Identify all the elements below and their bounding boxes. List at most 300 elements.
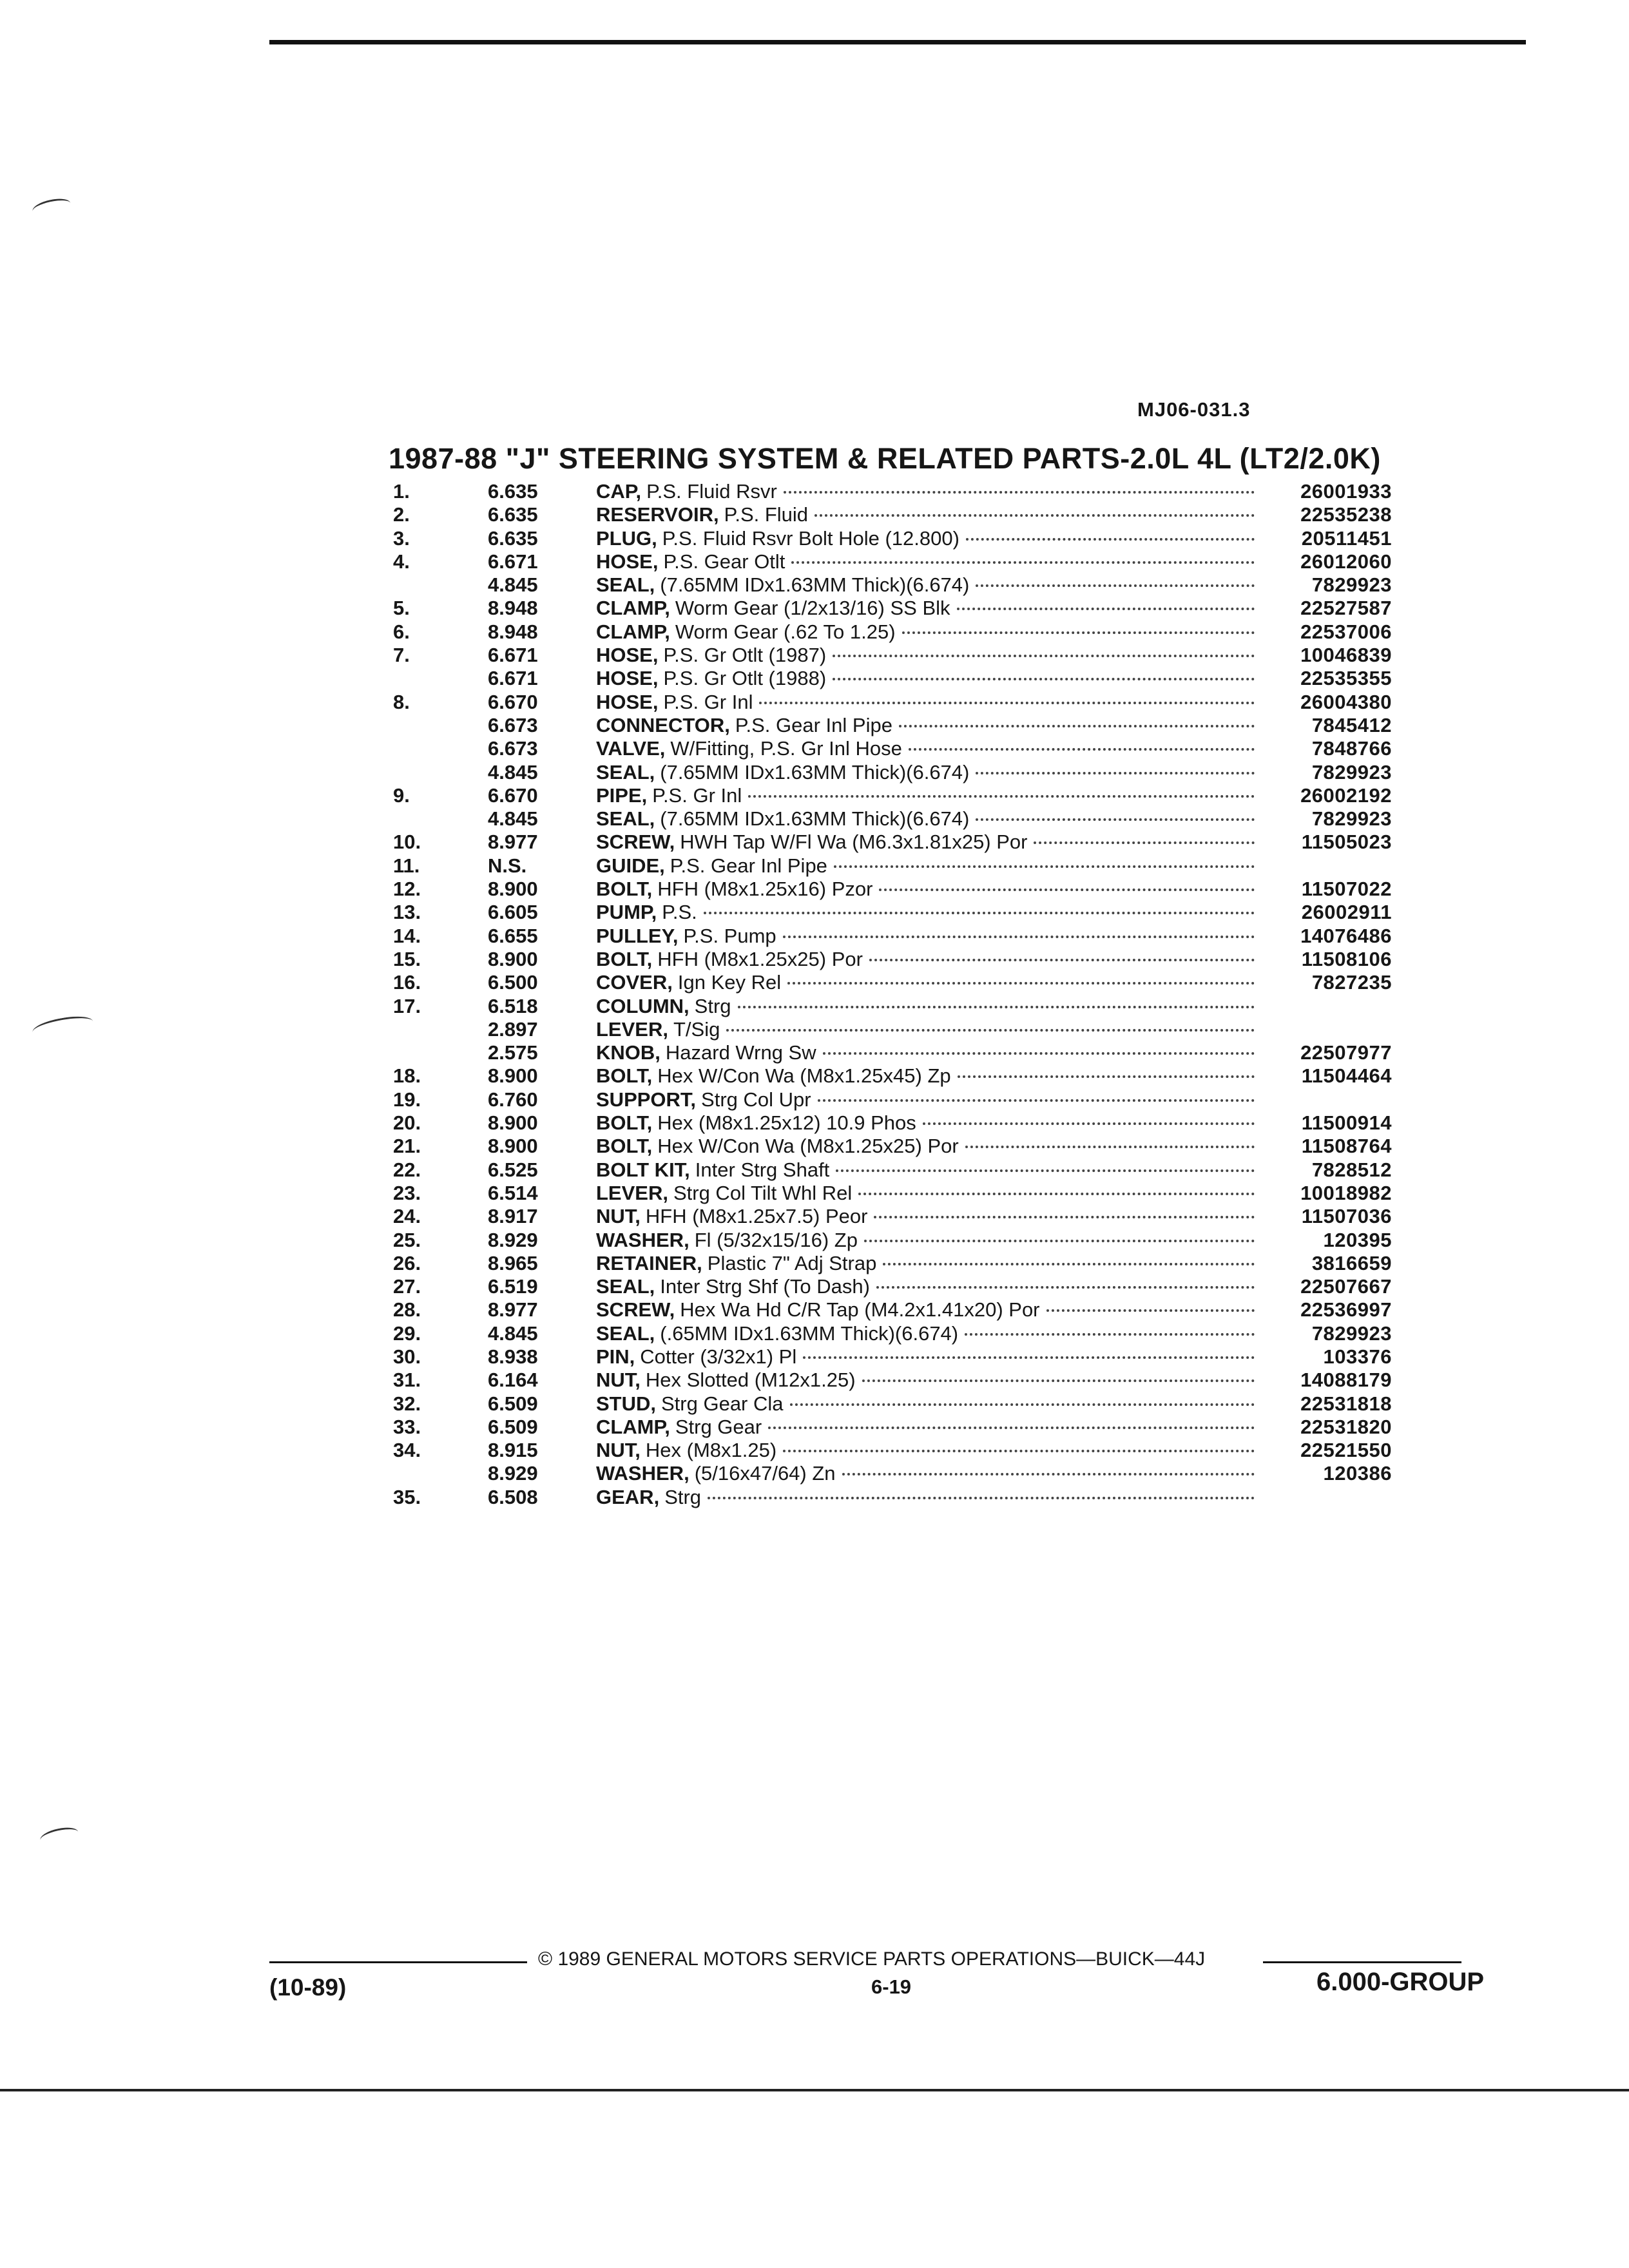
part-number: 22531820	[1300, 1415, 1392, 1438]
group-number: 8.929	[488, 1462, 538, 1485]
item-number: 27.	[393, 1275, 421, 1298]
group-number: 6.509	[488, 1392, 538, 1415]
item-number: 15.	[393, 947, 421, 970]
leader-dots	[1046, 1309, 1255, 1312]
part-description	[596, 1041, 1255, 1064]
part-detail: P.S. Fluid Rsvr	[646, 480, 777, 503]
group-number: 4.845	[488, 573, 538, 597]
part-description	[596, 691, 1255, 714]
leader-dots	[876, 1286, 1255, 1289]
item-number: 2.	[393, 503, 410, 526]
part-number: 14076486	[1300, 924, 1392, 947]
part-description	[596, 1018, 1255, 1041]
part-detail: Plastic 7" Adj Strap	[707, 1251, 877, 1274]
item-number: 13.	[393, 901, 421, 924]
part-name: BOLT,	[596, 1064, 653, 1088]
leader-dots	[1034, 841, 1255, 844]
scan-mark	[31, 1013, 94, 1041]
part-number: 11505023	[1301, 831, 1392, 854]
page-number: 6-19	[871, 1975, 912, 1998]
group-number: 8.900	[488, 1135, 538, 1158]
part-description	[596, 573, 1255, 597]
part-row	[387, 1182, 1392, 1205]
part-detail: P.S. Gr Inl	[652, 783, 742, 807]
part-row	[387, 925, 1392, 948]
group-number: 6.635	[488, 503, 538, 526]
part-description	[596, 620, 1255, 644]
part-row	[387, 1486, 1392, 1509]
part-number: 120395	[1323, 1228, 1392, 1251]
part-description	[596, 1345, 1255, 1369]
part-number: 22531818	[1300, 1392, 1392, 1415]
part-row	[387, 1041, 1392, 1064]
part-name: VALVE,	[596, 737, 666, 760]
part-number: 20511451	[1301, 526, 1392, 550]
part-description	[596, 831, 1255, 854]
part-number: 26002911	[1301, 901, 1392, 924]
leader-dots	[833, 655, 1255, 657]
group-number: 8.938	[488, 1345, 538, 1368]
part-description	[596, 995, 1255, 1018]
part-detail: Hex Slotted (M12x1.25)	[645, 1369, 856, 1392]
part-description	[596, 1088, 1255, 1111]
part-number: 22527587	[1300, 597, 1392, 620]
group-number: 6.635	[488, 480, 538, 503]
group-number: 8.948	[488, 597, 538, 620]
part-name: SEAL,	[596, 1321, 655, 1345]
part-description	[596, 597, 1255, 620]
leader-dots	[874, 1216, 1255, 1218]
part-description	[596, 1275, 1255, 1298]
item-number: 26.	[393, 1251, 421, 1274]
part-description	[596, 1322, 1255, 1345]
part-row	[387, 1369, 1392, 1392]
part-number: 22507977	[1300, 1041, 1392, 1064]
group-number: 6.509	[488, 1415, 538, 1438]
part-description	[596, 714, 1255, 737]
item-number: 32.	[393, 1392, 421, 1415]
part-number: 11504464	[1301, 1064, 1392, 1088]
group-number: 8.948	[488, 620, 538, 643]
item-number: 18.	[393, 1064, 421, 1088]
part-row	[387, 948, 1392, 971]
part-row	[387, 901, 1392, 924]
part-number: 26001933	[1300, 480, 1392, 503]
bottom-rule	[0, 2089, 1629, 2091]
group-number: 6.518	[488, 994, 538, 1017]
part-row	[387, 714, 1392, 737]
group-number: 6.670	[488, 690, 538, 713]
part-name: KNOB,	[596, 1041, 660, 1064]
part-detail: P.S. Gear Inl Pipe	[735, 713, 892, 736]
part-detail: P.S. Fluid	[724, 503, 809, 526]
item-number: 7.	[393, 644, 410, 667]
part-description	[596, 1229, 1255, 1252]
item-number: 16.	[393, 971, 421, 994]
part-detail: Strg Col Tilt Whl Rel	[673, 1181, 853, 1204]
part-row	[387, 1252, 1392, 1275]
part-name: HOSE,	[596, 644, 659, 667]
part-name: GEAR,	[596, 1485, 660, 1508]
item-number: 28.	[393, 1298, 421, 1321]
part-row	[387, 784, 1392, 807]
group-number: 8.900	[488, 1111, 538, 1135]
part-number: 103376	[1323, 1345, 1392, 1368]
part-row	[387, 1205, 1392, 1228]
part-row	[387, 878, 1392, 901]
leader-dots	[842, 1473, 1255, 1475]
item-number: 21.	[393, 1135, 421, 1158]
item-number: 34.	[393, 1439, 421, 1462]
group-number: 2.575	[488, 1041, 538, 1064]
part-name: WASHER,	[596, 1228, 689, 1251]
group-number: 8.917	[488, 1205, 538, 1228]
part-name: GUIDE,	[596, 854, 665, 877]
part-detail: Strg	[694, 994, 731, 1017]
part-row	[387, 854, 1392, 878]
part-detail: Strg	[664, 1485, 702, 1508]
item-number: 5.	[393, 597, 410, 620]
part-detail: P.S. Gr Otlt (1987)	[663, 644, 827, 667]
part-description	[596, 807, 1255, 831]
part-row	[387, 1135, 1392, 1158]
part-detail: T/Sig	[673, 1017, 720, 1041]
part-description	[596, 1182, 1255, 1205]
part-name: CLAMP,	[596, 1415, 670, 1438]
part-number: 7829923	[1311, 573, 1392, 597]
group-number: 8.977	[488, 831, 538, 854]
leader-dots	[869, 959, 1255, 961]
part-detail: Inter Strg Shf (To Dash)	[660, 1275, 870, 1298]
part-row	[387, 503, 1392, 526]
part-name: SEAL,	[596, 807, 655, 831]
leader-dots	[864, 1240, 1255, 1242]
part-row	[387, 1018, 1392, 1041]
part-number: 22535355	[1300, 667, 1392, 690]
part-name: BOLT,	[596, 947, 653, 970]
group-number: 6.671	[488, 667, 538, 690]
part-row	[387, 480, 1392, 503]
part-number: 7829923	[1311, 760, 1392, 783]
group-number: 8.900	[488, 947, 538, 970]
part-detail: (7.65MM IDx1.63MM Thick)(6.674)	[660, 807, 970, 831]
part-name: NUT,	[596, 1369, 641, 1392]
part-row	[387, 1111, 1392, 1135]
group-number: 6.671	[488, 644, 538, 667]
part-description	[596, 761, 1255, 784]
part-row	[387, 831, 1392, 854]
part-detail: Strg Gear Cla	[661, 1392, 784, 1415]
part-number: 11507022	[1301, 878, 1392, 901]
part-number: 22507667	[1300, 1275, 1392, 1298]
part-name: CONNECTOR,	[596, 713, 730, 736]
part-name: BOLT,	[596, 878, 653, 901]
part-row	[387, 1088, 1392, 1111]
part-name: SCREW,	[596, 831, 675, 854]
part-number: 11508764	[1301, 1135, 1392, 1158]
part-description	[596, 1252, 1255, 1275]
leader-dots	[803, 1356, 1255, 1359]
leader-dots	[958, 1075, 1255, 1078]
leader-dots	[738, 1006, 1255, 1008]
part-number: 26002192	[1300, 783, 1392, 807]
item-number: 20.	[393, 1111, 421, 1135]
part-description	[596, 1462, 1255, 1485]
part-detail: Hex Wa Hd C/R Tap (M4.2x1.41x20) Por	[680, 1298, 1040, 1321]
part-description	[596, 854, 1255, 878]
item-number: 9.	[393, 783, 410, 807]
part-description	[596, 480, 1255, 503]
group-number: 8.900	[488, 1064, 538, 1088]
leader-dots	[768, 1427, 1255, 1429]
leader-dots	[726, 1029, 1255, 1032]
item-number: 11.	[393, 854, 420, 877]
part-detail: Worm Gear (.62 To 1.25)	[675, 620, 896, 643]
group-number: 6.670	[488, 783, 538, 807]
part-description	[596, 901, 1255, 924]
part-number: 22535238	[1300, 503, 1392, 526]
part-number: 26012060	[1300, 550, 1392, 573]
group-number: 6.760	[488, 1088, 538, 1111]
leader-dots	[823, 1052, 1255, 1055]
part-row	[387, 1416, 1392, 1439]
part-description	[596, 1369, 1255, 1392]
part-detail: Hex (M8x1.25x12) 10.9 Phos	[657, 1111, 916, 1135]
part-detail: Fl (5/32x15/16) Zp	[694, 1228, 858, 1251]
part-description	[596, 784, 1255, 807]
part-name: PIN,	[596, 1345, 635, 1368]
part-description	[596, 948, 1255, 971]
leader-dots	[858, 1193, 1255, 1195]
part-row	[387, 527, 1392, 550]
leader-dots	[784, 491, 1255, 494]
part-row	[387, 1275, 1392, 1298]
footer-rule-left	[269, 1961, 527, 1963]
group-number: 6.164	[488, 1369, 538, 1392]
item-number: 23.	[393, 1181, 421, 1204]
part-name: PIPE,	[596, 783, 648, 807]
parts-list	[387, 480, 1392, 1509]
item-number: 33.	[393, 1415, 421, 1438]
item-number: 3.	[393, 526, 410, 550]
item-number: 35.	[393, 1485, 421, 1508]
leader-dots	[790, 1403, 1255, 1406]
group-number: 8.977	[488, 1298, 538, 1321]
leader-dots	[965, 1146, 1255, 1148]
group-number: 6.500	[488, 971, 538, 994]
part-detail: Hex W/Con Wa (M8x1.25x25) Por	[657, 1135, 959, 1158]
part-name: RESERVOIR,	[596, 503, 719, 526]
group-number: 4.845	[488, 760, 538, 783]
item-number: 4.	[393, 550, 410, 573]
part-detail: (7.65MM IDx1.63MM Thick)(6.674)	[660, 760, 970, 783]
group-number: 8.929	[488, 1228, 538, 1251]
part-number: 10046839	[1300, 644, 1392, 667]
part-name: BOLT,	[596, 1111, 653, 1135]
part-detail: Hex W/Con Wa (M8x1.25x45) Zp	[657, 1064, 951, 1088]
item-number: 17.	[393, 994, 421, 1017]
group-number: 6.635	[488, 526, 538, 550]
part-number: 3816659	[1311, 1251, 1392, 1274]
item-number: 1.	[393, 480, 410, 503]
part-description	[596, 503, 1255, 526]
part-description	[596, 644, 1255, 667]
part-number: 22536997	[1300, 1298, 1392, 1321]
item-number: 31.	[393, 1369, 421, 1392]
part-row	[387, 1439, 1392, 1462]
footer-rule-right	[1263, 1961, 1461, 1963]
leader-dots	[791, 561, 1255, 564]
part-name: COVER,	[596, 971, 673, 994]
group-number: 8.915	[488, 1439, 538, 1462]
part-description	[596, 1392, 1255, 1416]
leader-dots	[759, 702, 1255, 704]
part-name: HOSE,	[596, 690, 659, 713]
leader-dots	[748, 795, 1255, 798]
scan-mark	[31, 196, 72, 218]
part-row	[387, 644, 1392, 667]
part-number: 7827235	[1311, 971, 1392, 994]
group-number: 4.845	[488, 1321, 538, 1345]
leader-dots	[818, 1099, 1255, 1102]
part-detail: P.S. Pump	[683, 924, 776, 947]
part-detail: HFH (M8x1.25x7.5) Peor	[645, 1205, 868, 1228]
part-row	[387, 1064, 1392, 1088]
part-description	[596, 1135, 1255, 1158]
part-row	[387, 667, 1392, 690]
copyright-line: © 1989 GENERAL MOTORS SERVICE PARTS OPERATIONS—BUICK—44J	[538, 1948, 1206, 1970]
part-detail: Worm Gear (1/2x13/16) SS Blk	[675, 597, 950, 620]
part-number: 22521550	[1300, 1439, 1392, 1462]
part-name: SEAL,	[596, 760, 655, 783]
item-number: 12.	[393, 878, 421, 901]
leader-dots	[883, 1263, 1255, 1265]
part-name: NUT,	[596, 1439, 641, 1462]
part-detail: Strg Col Upr	[701, 1088, 811, 1111]
part-description	[596, 1158, 1255, 1182]
group-number: 8.965	[488, 1251, 538, 1274]
part-name: PUMP,	[596, 901, 657, 924]
part-number: 7845412	[1311, 713, 1392, 736]
part-row	[387, 1392, 1392, 1416]
part-row	[387, 620, 1392, 644]
group-number: 6.525	[488, 1158, 538, 1181]
leader-dots	[966, 538, 1255, 541]
part-row	[387, 573, 1392, 597]
part-name: SUPPORT,	[596, 1088, 697, 1111]
part-number: 11507036	[1301, 1205, 1392, 1228]
part-number: 7848766	[1311, 737, 1392, 760]
part-description	[596, 550, 1255, 573]
part-row	[387, 995, 1392, 1018]
part-description	[596, 667, 1255, 690]
part-row	[387, 807, 1392, 831]
part-name: COLUMN,	[596, 994, 689, 1017]
leader-dots	[957, 608, 1255, 610]
part-row	[387, 550, 1392, 573]
leader-dots	[976, 584, 1255, 587]
leader-dots	[862, 1379, 1255, 1382]
part-detail: P.S. Gr Inl	[663, 690, 753, 713]
part-description	[596, 527, 1255, 550]
part-description	[596, 971, 1255, 994]
part-row	[387, 1298, 1392, 1321]
group-number: N.S.	[488, 854, 527, 877]
leader-dots	[783, 936, 1255, 938]
part-detail: P.S.	[662, 901, 697, 924]
leader-dots	[708, 1497, 1255, 1499]
part-description	[596, 1439, 1255, 1462]
group-number: 6.673	[488, 737, 538, 760]
part-description	[596, 1298, 1255, 1321]
part-description	[596, 1416, 1255, 1439]
part-number: 22537006	[1300, 620, 1392, 643]
page-title: 1987-88 "J" STEERING SYSTEM & RELATED PARTS-2.0L 4L (LT2/2.0K)	[389, 442, 1381, 475]
part-name: HOSE,	[596, 667, 659, 690]
part-name: SCREW,	[596, 1298, 675, 1321]
part-number: 14088179	[1300, 1369, 1392, 1392]
leader-dots	[976, 772, 1255, 774]
part-name: CLAMP,	[596, 597, 670, 620]
revision-date: (10-89)	[269, 1974, 347, 2001]
part-description	[596, 1205, 1255, 1228]
leader-dots	[899, 725, 1255, 727]
leader-dots	[879, 889, 1255, 891]
group-number: 8.900	[488, 878, 538, 901]
group-number: 6.519	[488, 1275, 538, 1298]
part-detail: P.S. Gear Inl Pipe	[670, 854, 827, 877]
group-number: 6.508	[488, 1485, 538, 1508]
leader-dots	[815, 514, 1255, 517]
part-detail: W/Fitting, P.S. Gr Inl Hose	[670, 737, 902, 760]
part-name: SEAL,	[596, 573, 655, 597]
group-number: 6.671	[488, 550, 538, 573]
leader-dots	[783, 1450, 1255, 1452]
part-name: WASHER,	[596, 1462, 689, 1485]
part-description	[596, 925, 1255, 948]
leader-dots	[902, 631, 1255, 634]
part-detail: HWH Tap W/Fl Wa (M6.3x1.81x25) Por	[680, 831, 1028, 854]
part-row	[387, 1462, 1392, 1485]
leader-dots	[923, 1122, 1255, 1125]
part-detail: P.S. Gear Otlt	[663, 550, 786, 573]
part-detail: (7.65MM IDx1.63MM Thick)(6.674)	[660, 573, 970, 597]
item-number: 8.	[393, 690, 410, 713]
part-name: CAP,	[596, 480, 642, 503]
part-detail: Hazard Wrng Sw	[665, 1041, 816, 1064]
part-number: 11508106	[1301, 947, 1392, 970]
part-description	[596, 1111, 1255, 1135]
item-number: 22.	[393, 1158, 421, 1181]
part-description	[596, 878, 1255, 901]
leader-dots	[704, 912, 1255, 914]
part-row	[387, 1345, 1392, 1369]
part-name: RETAINER,	[596, 1251, 702, 1274]
item-number: 30.	[393, 1345, 421, 1368]
part-number: 26004380	[1300, 690, 1392, 713]
part-name: BOLT,	[596, 1135, 653, 1158]
part-row	[387, 1322, 1392, 1345]
part-name: PLUG,	[596, 526, 657, 550]
part-number: 11500914	[1301, 1111, 1392, 1135]
part-detail: HFH (M8x1.25x16) Pzor	[657, 878, 873, 901]
part-row	[387, 761, 1392, 784]
part-name: NUT,	[596, 1205, 641, 1228]
leader-dots	[787, 982, 1255, 985]
group-number: 6.655	[488, 924, 538, 947]
part-detail: (5/16x47/64) Zn	[694, 1462, 836, 1485]
scan-mark	[39, 1825, 79, 1847]
